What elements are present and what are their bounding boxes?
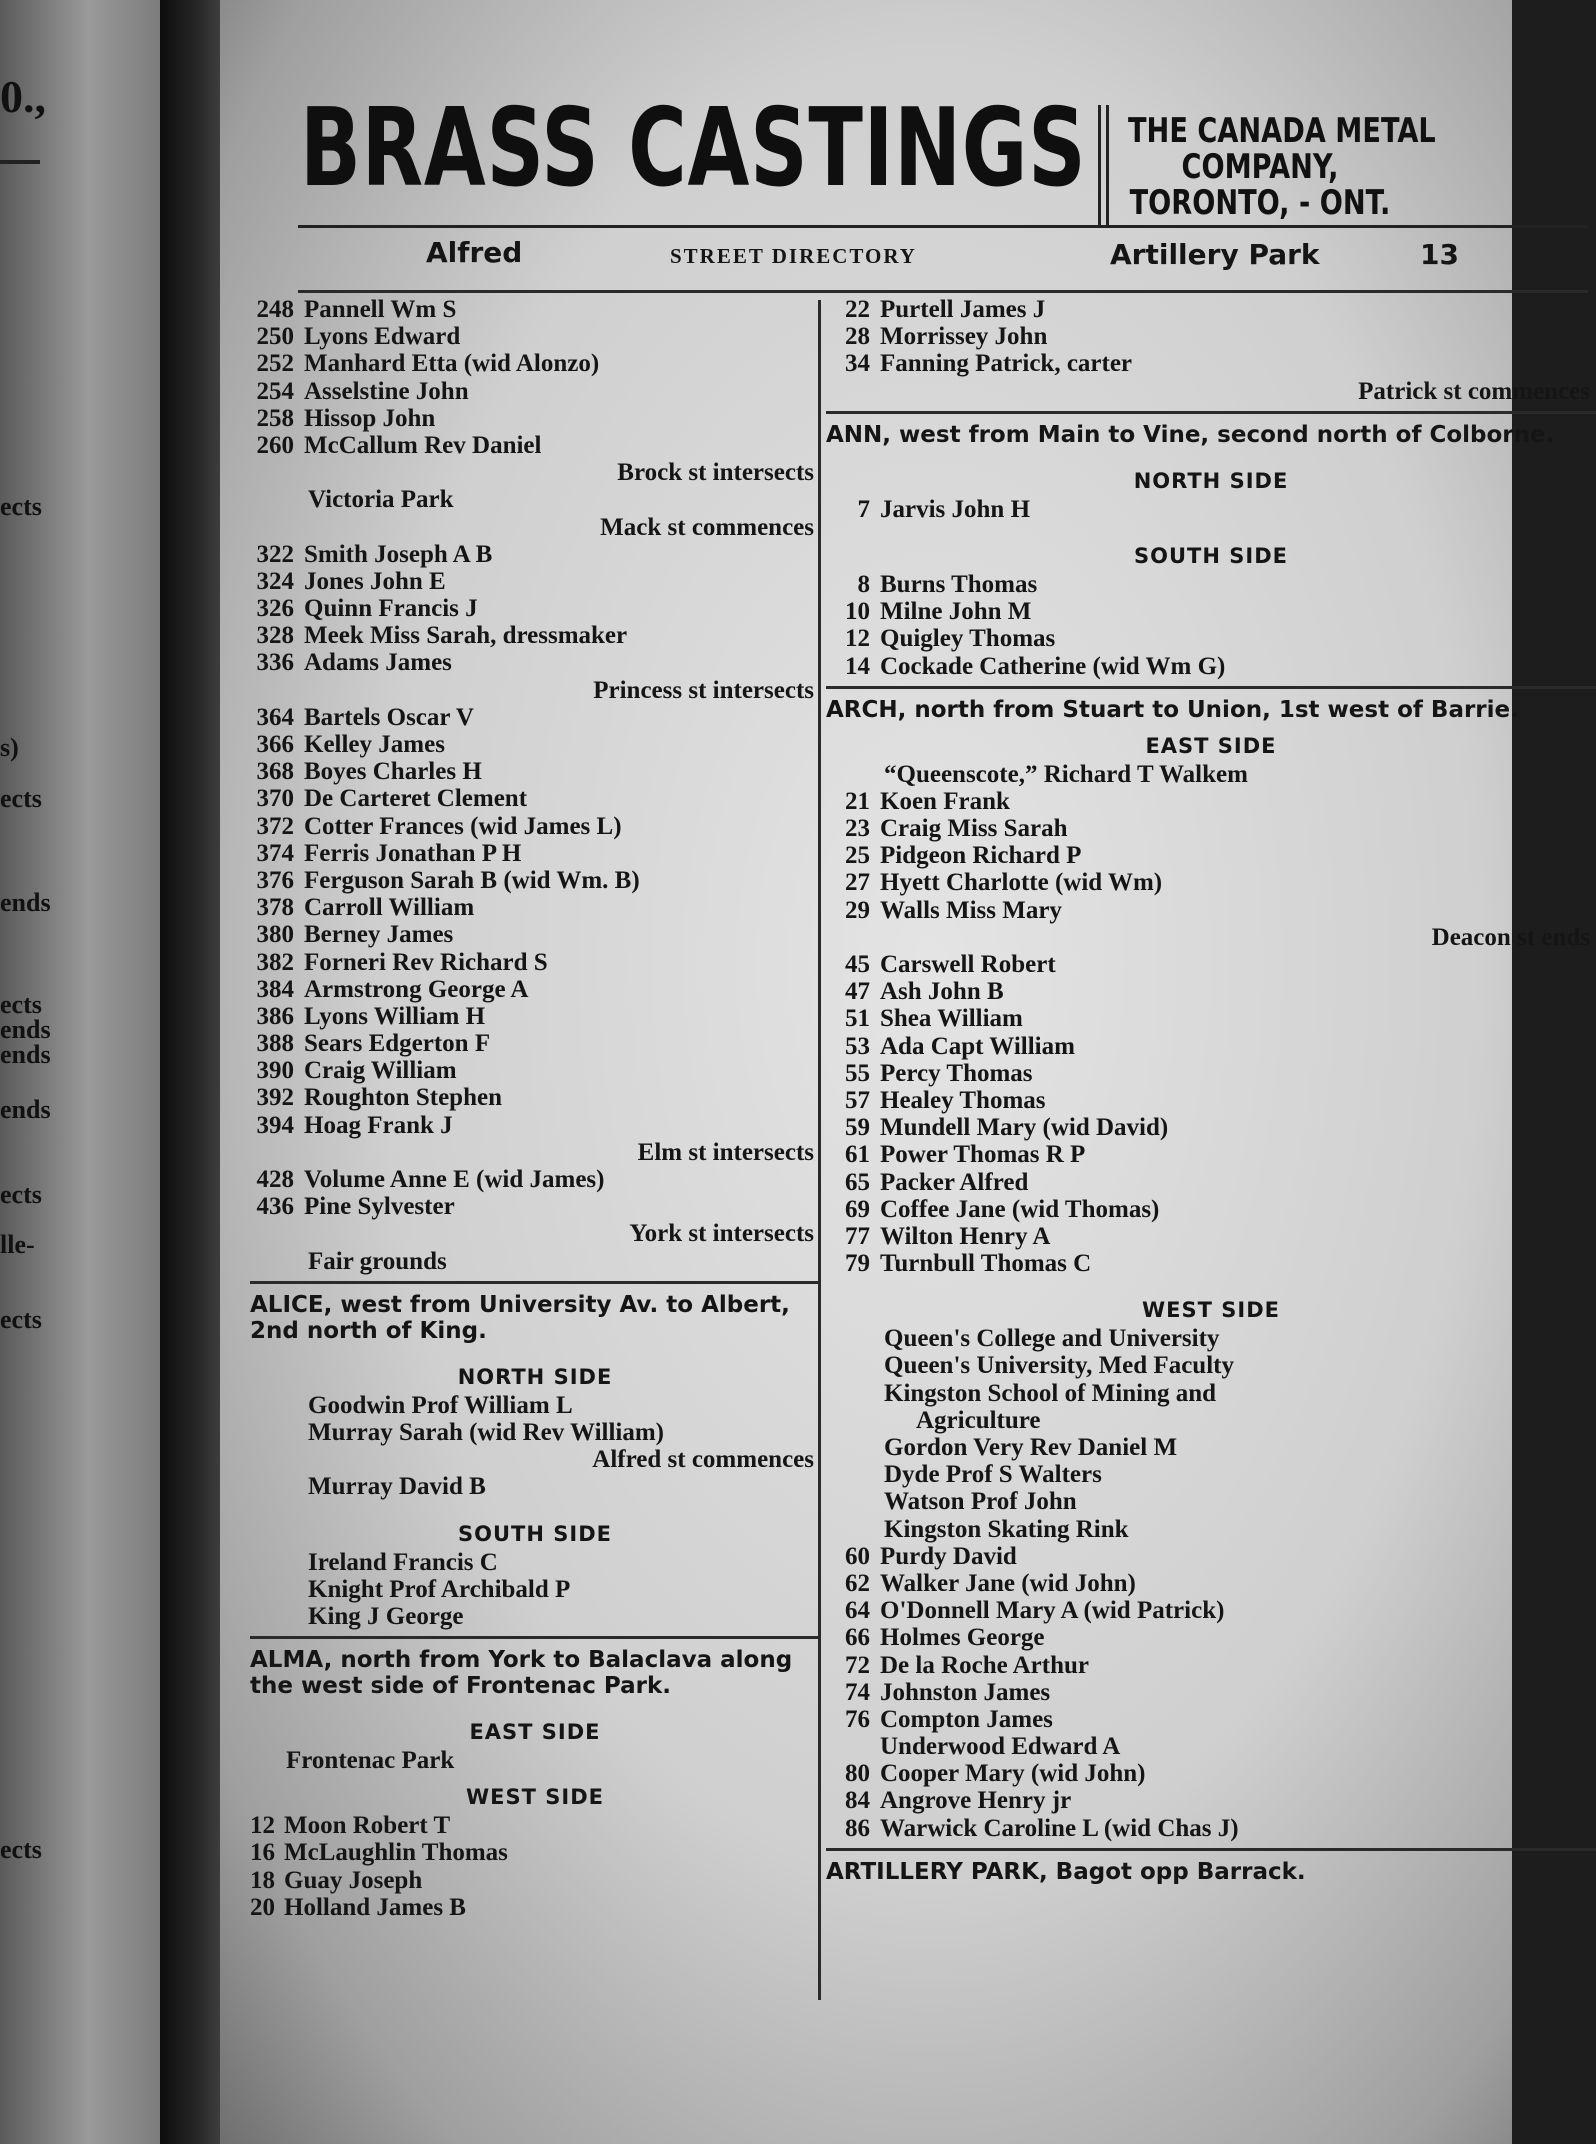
listing-row: “Queenscote,” Richard T Walkem — [884, 760, 1248, 788]
listing-row: 380 Berney James — [256, 921, 454, 949]
listing-row: Agriculture — [916, 1406, 1041, 1434]
listing-row: 34 Fanning Patrick, carter — [845, 350, 1133, 378]
alfred-entries-1 — [250, 296, 820, 459]
running-head-title: STREET DIRECTORY — [670, 244, 917, 268]
listing-row: 382 Forneri Rev Richard S — [256, 948, 548, 976]
side-label: NORTH SIDE — [1133, 468, 1289, 493]
listing-row: 65 Packer Alfred — [845, 1168, 1029, 1196]
listing-row: 14 Cockade Catherine (wid Wm G) — [845, 652, 1226, 680]
listing-row: 8 Burns Thomas — [857, 570, 1038, 598]
listing-row: 328 Meek Miss Sarah, dressmaker — [256, 622, 628, 650]
side-label: WEST SIDE — [1142, 1298, 1280, 1323]
listing-row: 378 Carroll William — [256, 894, 475, 922]
spacer — [826, 1277, 1596, 1295]
listing-row: 394 Hoag Frank J — [256, 1111, 453, 1139]
listing-row: 254 Asselstine John — [256, 377, 469, 405]
ad-company-line: COMPANY, — [1181, 147, 1339, 187]
running-head-right: Artillery Park — [1110, 238, 1320, 271]
listing-row: 86 Warwick Caroline L (wid Chas J) — [845, 1814, 1239, 1842]
section-rule — [826, 686, 1596, 689]
left-page-fragment: ects — [0, 492, 42, 521]
alfred-entries-2 — [250, 541, 820, 677]
listing-row: 80 Cooper Mary (wid John) — [845, 1760, 1146, 1788]
left-page-fragment: ends — [0, 888, 51, 917]
section-rule — [250, 1636, 820, 1639]
cross-street-note: Alfred st commences — [592, 1446, 814, 1474]
listing-row: 322 Smith Joseph A B — [256, 540, 493, 568]
listing-row: 45 Carswell Robert — [845, 951, 1056, 978]
listing-row: 374 Ferris Jonathan P H — [256, 839, 522, 867]
left-page-fragment: ects — [0, 784, 42, 813]
listing-row: Kingston Skating Rink — [884, 1515, 1129, 1543]
spacer — [826, 448, 1596, 466]
listing-row: 18 Guay Joseph — [250, 1866, 423, 1894]
cross-street-note: Mack st commences — [600, 513, 814, 541]
section-rule — [250, 1281, 820, 1284]
listing-row: 27 Hyett Charlotte (wid Wm) — [845, 869, 1163, 897]
listing-row: 64 O'Donnell Mary A (wid Patrick) — [845, 1597, 1225, 1625]
ad-divider — [1106, 105, 1109, 225]
left-page-fragment: ects — [0, 1835, 42, 1864]
left-page-fragment: ends — [0, 1095, 51, 1124]
listing-row: 47 Ash John B — [845, 978, 1004, 1006]
spacer — [250, 1344, 820, 1362]
adjacent-page-strip — [0, 0, 160, 2144]
listing-row: 22 Purtell James J — [845, 296, 1046, 323]
left-page-fragment: s) — [0, 733, 19, 762]
listing-row: 372 Cotter Frances (wid James L) — [256, 812, 622, 840]
listing-row: 388 Sears Edgerton F — [256, 1030, 491, 1058]
left-page-fragment: ects — [0, 990, 42, 1019]
listing-row: 23 Craig Miss Sarah — [845, 815, 1068, 843]
listing-row: 74 Johnston James — [845, 1678, 1051, 1706]
running-head-rule — [298, 290, 1588, 293]
listing-row: Frontenac Park — [286, 1747, 455, 1775]
side-label: EAST SIDE — [1145, 733, 1277, 758]
listing-row: 384 Armstrong George A — [256, 975, 529, 1003]
header-rule — [298, 225, 1588, 228]
listing-row: Watson Prof John — [884, 1488, 1077, 1516]
left-column — [250, 296, 820, 1921]
running-head — [298, 236, 1588, 280]
listing-row: 59 Mundell Mary (wid David) — [845, 1114, 1169, 1142]
listing-row: Underwood Edward A — [880, 1733, 1121, 1761]
listing-row: 72 De la Roche Arthur — [845, 1651, 1089, 1679]
street-heading-alice: ALICE, west from University Av. to Albert, 2nd north of King. — [250, 1291, 790, 1344]
listing-row: 248 Pannell Wm S — [256, 296, 457, 323]
listing-row: 51 Shea William — [845, 1005, 1023, 1033]
ad-headline: BRASS CASTINGS — [300, 86, 1087, 211]
left-page-fragment: lle- — [0, 1230, 35, 1259]
running-head-left: Alfred — [426, 236, 523, 269]
left-page-rule — [0, 160, 40, 164]
directory-page — [220, 0, 1590, 2144]
listing-row: 368 Boyes Charles H — [256, 758, 482, 786]
listing-row: 366 Kelley James — [256, 731, 445, 758]
listing-row: Ireland Francis C — [308, 1548, 498, 1576]
listing-row: 390 Craig William — [256, 1057, 457, 1085]
listing-row: 336 Adams James — [256, 649, 452, 677]
spacer — [250, 1774, 820, 1782]
listing-row: 60 Purdy David — [845, 1542, 1017, 1570]
side-label: WEST SIDE — [466, 1785, 604, 1810]
cross-street-note: Elm st intersects — [637, 1138, 814, 1166]
listing-row: 376 Ferguson Sarah B (wid Wm. B) — [256, 866, 640, 894]
spacer — [250, 1699, 820, 1717]
listing-row: 79 Turnbull Thomas C — [845, 1250, 1092, 1278]
listing-row: 20 Holland James B — [250, 1893, 466, 1921]
listing-row: 29 Walls Miss Mary — [845, 896, 1062, 924]
listing-row: Queen's University, Med Faculty — [884, 1352, 1234, 1380]
spacer — [826, 723, 1596, 731]
listing-row: Murray Sarah (wid Rev William) — [308, 1418, 665, 1446]
listing-row: 16 McLaughlin Thomas — [250, 1839, 508, 1867]
listing-row: 12 Moon Robert T — [250, 1812, 451, 1840]
section-rule — [826, 1848, 1596, 1851]
listing-row: 57 Healey Thomas — [845, 1086, 1046, 1114]
listing-row: 252 Manhard Etta (wid Alonzo) — [256, 350, 600, 378]
cross-street-note: Patrick st commences — [1358, 377, 1590, 405]
cross-street-note: York st intersects — [629, 1220, 814, 1248]
listing-row: 12 Quigley Thomas — [845, 625, 1056, 653]
listing-row: 25 Pidgeon Richard P — [845, 842, 1082, 870]
listing-row: Goodwin Prof William L — [308, 1391, 573, 1419]
ad-company-line: TORONTO, - ONT. — [1129, 183, 1391, 223]
listing-row: 370 De Carteret Clement — [256, 785, 528, 813]
listing-row: Knight Prof Archibald P — [308, 1575, 571, 1603]
left-page-fragment: ects — [0, 1180, 42, 1209]
listing-row: 53 Ada Capt William — [845, 1032, 1075, 1060]
listing-row: Murray David B — [308, 1473, 486, 1501]
side-label: EAST SIDE — [469, 1720, 601, 1745]
listing-row: 250 Lyons Edward — [256, 323, 461, 351]
listing-row: 66 Holmes George — [845, 1624, 1045, 1652]
listing-row: 77 Wilton Henry A — [845, 1222, 1051, 1250]
spacer — [826, 523, 1596, 541]
listing-row: 260 McCallum Rev Daniel — [256, 431, 542, 459]
street-heading-alma: ALMA, north from York to Balaclava along the west side of Frontenac Park. — [250, 1647, 793, 1700]
street-heading-arch: ARCH, north from Stuart to Union, 1st west of Barrie. — [826, 696, 1519, 723]
cross-street-note: Princess st intersects — [593, 676, 814, 704]
listing-row: 76 Compton James — [845, 1705, 1053, 1733]
listing-row: 386 Lyons William H — [256, 1002, 486, 1030]
listing-row: King J George — [308, 1602, 464, 1630]
listing-row: 28 Morrissey John — [845, 323, 1048, 351]
listing-row: Queen's College and University — [884, 1325, 1220, 1353]
cross-street-note: Deacon st ends — [1431, 923, 1590, 951]
listing-row: 10 Milne John M — [845, 598, 1032, 626]
right-column — [826, 296, 1596, 1885]
ad-company-block — [1128, 111, 1436, 223]
street-heading-ann: ANN, west from Main to Vine, second north of Colborne. — [826, 421, 1555, 448]
listing-row: Gordon Very Rev Daniel M — [884, 1434, 1178, 1461]
page-number: 13 — [1420, 238, 1459, 271]
listing-row: 84 Angrove Henry jr — [845, 1787, 1072, 1815]
landmark-entry: Victoria Park — [308, 486, 454, 514]
side-label: SOUTH SIDE — [458, 1521, 612, 1546]
listing-row: 326 Quinn Francis J — [256, 595, 478, 623]
street-heading-artillery-park: ARTILLERY PARK, Bagot opp Barrack. — [826, 1858, 1306, 1885]
listing-row: 258 Hissop John — [256, 404, 436, 432]
ad-divider — [1098, 105, 1101, 225]
left-page-fragment: ects — [0, 1305, 42, 1334]
listing-row: Kingston School of Mining and — [884, 1379, 1217, 1407]
spacer — [250, 1501, 820, 1519]
section-rule — [826, 411, 1596, 414]
listing-row: 436 Pine Sylvester — [256, 1193, 455, 1221]
left-page-fragment: ends — [0, 1040, 51, 1069]
listing-row: 324 Jones John E — [256, 567, 446, 595]
listing-row: 69 Coffee Jane (wid Thomas) — [845, 1195, 1160, 1223]
advertisement-banner — [300, 86, 1590, 225]
listing-row: 364 Bartels Oscar V — [256, 703, 474, 731]
listing-row: 7 Jarvis John H — [857, 495, 1031, 523]
side-label: SOUTH SIDE — [1134, 543, 1288, 568]
listing-row: 21 Koen Frank — [845, 787, 1010, 815]
left-page-fragment: ends — [0, 1015, 51, 1044]
listing-row: 428 Volume Anne E (wid James) — [256, 1166, 605, 1193]
left-page-fragment: 0., — [0, 71, 46, 122]
listing-row: 55 Percy Thomas — [845, 1059, 1033, 1087]
listing-row: Dyde Prof S Walters — [884, 1461, 1102, 1489]
listing-row: 61 Power Thomas R P — [845, 1141, 1086, 1169]
cross-street-note: Brock st intersects — [617, 459, 814, 487]
ad-company-line: THE CANADA METAL — [1128, 111, 1436, 151]
alfred-entries-4 — [250, 1166, 820, 1220]
book-gutter — [160, 0, 220, 2144]
listing-row: 392 Roughton Stephen — [256, 1084, 502, 1112]
listing-row: 62 Walker Jane (wid John) — [845, 1569, 1136, 1597]
landmark-entry: Fair grounds — [308, 1247, 447, 1275]
side-label: NORTH SIDE — [457, 1364, 613, 1389]
alfred-entries-3 — [250, 704, 820, 1139]
